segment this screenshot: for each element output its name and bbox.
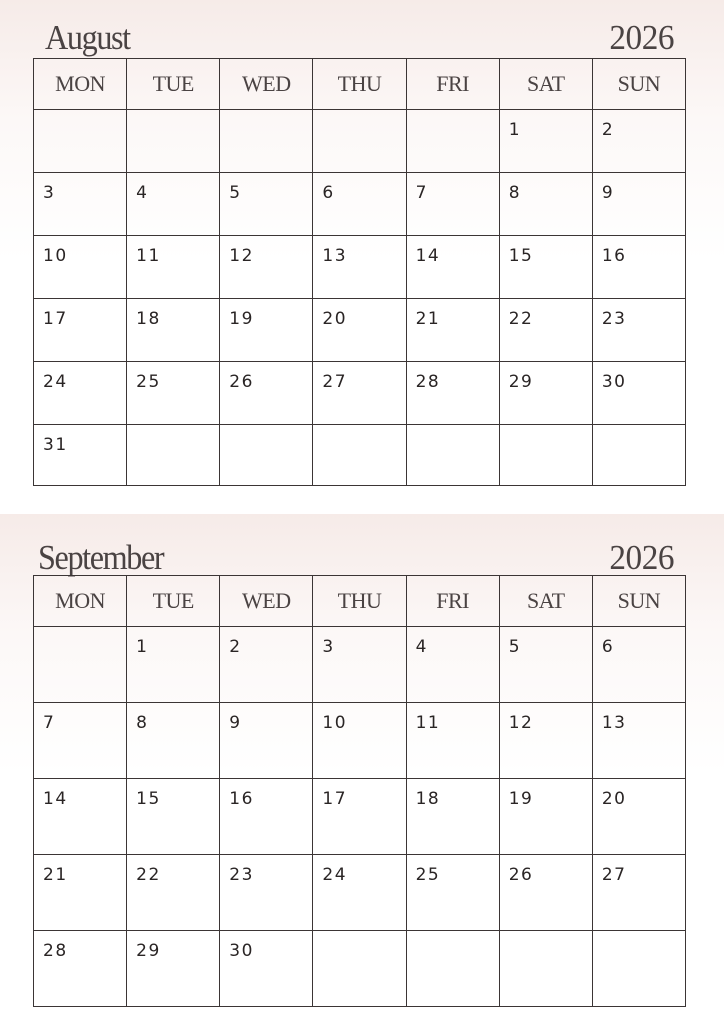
day-cell	[499, 362, 592, 425]
day-number: 18	[136, 309, 161, 329]
day-number: 2	[229, 637, 242, 657]
day-number: 26	[229, 372, 254, 392]
weekday-header: WED	[220, 59, 313, 110]
day-cell	[499, 855, 592, 931]
day-number: 22	[508, 309, 534, 329]
weekday-header: SUN	[592, 59, 685, 110]
day-cell	[127, 931, 220, 1007]
day-cell	[127, 236, 220, 299]
day-cell	[220, 425, 313, 486]
day-cell	[34, 931, 127, 1007]
day-cell	[592, 173, 685, 236]
day-cell	[592, 299, 685, 362]
day-cell	[34, 299, 127, 362]
day-number: 15	[136, 789, 161, 809]
day-number: 27	[322, 372, 348, 392]
day-cell	[127, 855, 220, 931]
day-cell	[499, 779, 592, 855]
day-cell	[406, 299, 499, 362]
day-cell	[592, 362, 685, 425]
day-number	[500, 425, 592, 437]
day-number	[593, 425, 685, 437]
month-september	[0, 514, 724, 1024]
week-row	[34, 362, 686, 425]
calendar-grid-august	[33, 58, 686, 486]
day-cell	[406, 173, 499, 236]
weekday-header: FRI	[406, 59, 499, 110]
weekday-header: SUN	[592, 576, 685, 627]
day-cell	[220, 703, 313, 779]
weekday-header: FRI	[406, 576, 499, 627]
day-cell	[406, 362, 499, 425]
day-cell	[499, 173, 592, 236]
day-number: 2	[601, 120, 615, 140]
day-cell	[592, 627, 685, 703]
day-cell	[34, 779, 127, 855]
day-cell	[34, 855, 127, 931]
calendar-grid-september	[33, 575, 686, 1007]
day-number: 20	[601, 789, 627, 809]
month-year: 2026	[609, 18, 674, 57]
day-cell	[592, 931, 685, 1007]
day-cell	[220, 236, 313, 299]
day-number	[127, 110, 219, 122]
day-cell	[34, 173, 127, 236]
day-number	[220, 110, 312, 122]
month-title: August	[45, 18, 130, 57]
day-number: 23	[229, 865, 254, 885]
day-number: 7	[415, 183, 428, 203]
day-cell	[592, 425, 685, 486]
day-number: 30	[601, 372, 627, 392]
week-row	[34, 855, 686, 931]
day-number: 12	[229, 246, 254, 266]
day-cell	[592, 779, 685, 855]
day-number: 16	[601, 246, 627, 266]
day-cell	[592, 703, 685, 779]
day-number: 10	[43, 246, 68, 266]
week-row	[34, 110, 686, 173]
day-number	[34, 110, 126, 122]
day-number: 18	[415, 789, 441, 809]
day-number	[407, 425, 499, 437]
day-number: 1	[508, 120, 522, 140]
day-number: 6	[322, 183, 335, 203]
weekday-header: SAT	[499, 59, 592, 110]
day-cell	[313, 703, 406, 779]
week-row	[34, 779, 686, 855]
day-cell	[220, 299, 313, 362]
day-cell	[34, 110, 127, 173]
week-row	[34, 236, 686, 299]
weekday-header-row	[34, 59, 686, 110]
day-cell	[127, 779, 220, 855]
day-number: 9	[601, 183, 615, 203]
day-cell	[127, 703, 220, 779]
day-number	[220, 425, 312, 437]
day-number: 25	[136, 372, 161, 392]
week-row	[34, 627, 686, 703]
day-number	[593, 931, 685, 943]
day-cell	[127, 299, 220, 362]
day-cell	[499, 425, 592, 486]
day-cell	[220, 855, 313, 931]
day-number: 11	[415, 713, 441, 733]
day-cell	[313, 173, 406, 236]
day-number: 8	[508, 183, 522, 203]
day-cell	[406, 703, 499, 779]
day-cell	[406, 110, 499, 173]
day-number: 14	[415, 246, 441, 266]
day-number: 23	[601, 309, 627, 329]
day-cell	[406, 236, 499, 299]
week-row	[34, 299, 686, 362]
day-number: 3	[322, 637, 335, 657]
day-cell	[313, 425, 406, 486]
day-cell	[406, 855, 499, 931]
day-cell	[127, 173, 220, 236]
day-number: 1	[136, 637, 149, 657]
day-number: 24	[322, 865, 348, 885]
day-number	[313, 425, 405, 437]
day-number: 12	[508, 713, 534, 733]
day-cell	[313, 110, 406, 173]
day-number: 21	[43, 865, 68, 885]
day-number: 26	[508, 865, 534, 885]
day-number	[407, 110, 499, 122]
week-rows	[34, 110, 686, 486]
day-cell	[313, 779, 406, 855]
day-number: 29	[136, 941, 161, 961]
day-cell	[34, 236, 127, 299]
day-cell	[127, 425, 220, 486]
weekday-header: TUE	[127, 59, 220, 110]
day-cell	[34, 703, 127, 779]
day-cell	[592, 110, 685, 173]
day-cell	[406, 931, 499, 1007]
day-number	[500, 931, 592, 943]
day-number: 28	[415, 372, 441, 392]
day-number	[313, 110, 405, 122]
day-number: 17	[43, 309, 68, 329]
day-number	[34, 627, 126, 639]
week-row	[34, 425, 686, 486]
day-number	[313, 931, 405, 943]
day-cell	[127, 362, 220, 425]
day-number: 16	[229, 789, 254, 809]
day-cell	[592, 855, 685, 931]
day-number: 29	[508, 372, 534, 392]
day-cell	[220, 110, 313, 173]
day-number: 28	[43, 941, 68, 961]
weekday-header: THU	[313, 59, 406, 110]
day-cell	[313, 627, 406, 703]
day-cell	[220, 931, 313, 1007]
day-number: 17	[322, 789, 348, 809]
day-number: 24	[43, 372, 68, 392]
week-row	[34, 703, 686, 779]
day-number: 11	[136, 246, 161, 266]
weekday-header-row	[34, 576, 686, 627]
day-cell	[313, 855, 406, 931]
week-row	[34, 173, 686, 236]
day-cell	[34, 425, 127, 486]
day-cell	[592, 236, 685, 299]
weekday-header: SAT	[499, 576, 592, 627]
month-year: 2026	[609, 538, 674, 577]
day-cell	[220, 362, 313, 425]
day-cell	[406, 779, 499, 855]
day-number: 15	[508, 246, 534, 266]
day-number: 6	[601, 637, 615, 657]
weekday-header: MON	[34, 576, 127, 627]
day-number: 8	[136, 713, 149, 733]
day-cell	[220, 779, 313, 855]
day-cell	[406, 627, 499, 703]
month-august	[0, 0, 724, 500]
day-cell	[313, 931, 406, 1007]
day-number: 13	[322, 246, 348, 266]
day-cell	[220, 627, 313, 703]
weekday-header: MON	[34, 59, 127, 110]
weekday-header: THU	[313, 576, 406, 627]
day-number: 5	[508, 637, 522, 657]
weekday-header: WED	[220, 576, 313, 627]
day-number: 3	[43, 183, 56, 203]
day-cell	[34, 362, 127, 425]
day-cell	[313, 299, 406, 362]
day-cell	[406, 425, 499, 486]
day-cell	[313, 236, 406, 299]
day-cell	[499, 236, 592, 299]
day-number: 9	[229, 713, 242, 733]
day-number	[407, 931, 499, 943]
day-number: 19	[229, 309, 254, 329]
day-cell	[499, 299, 592, 362]
day-cell	[34, 627, 127, 703]
day-number: 30	[229, 941, 254, 961]
day-number: 4	[136, 183, 149, 203]
day-number: 4	[415, 637, 428, 657]
day-cell	[220, 173, 313, 236]
day-number: 27	[601, 865, 627, 885]
day-cell	[499, 627, 592, 703]
weekday-header: TUE	[127, 576, 220, 627]
day-cell	[127, 110, 220, 173]
day-cell	[499, 931, 592, 1007]
day-number	[127, 425, 219, 437]
day-number: 5	[229, 183, 242, 203]
day-cell	[127, 627, 220, 703]
day-number: 14	[43, 789, 68, 809]
day-number: 25	[415, 865, 441, 885]
day-number: 7	[43, 713, 56, 733]
day-cell	[499, 703, 592, 779]
day-number: 22	[136, 865, 161, 885]
day-number: 21	[415, 309, 441, 329]
day-number: 31	[43, 435, 68, 455]
day-number: 20	[322, 309, 348, 329]
day-number: 13	[601, 713, 627, 733]
week-row	[34, 931, 686, 1007]
day-cell	[499, 110, 592, 173]
day-number: 19	[508, 789, 534, 809]
week-rows	[34, 627, 686, 1007]
month-title: September	[38, 538, 164, 577]
day-cell	[313, 362, 406, 425]
day-number: 10	[322, 713, 348, 733]
